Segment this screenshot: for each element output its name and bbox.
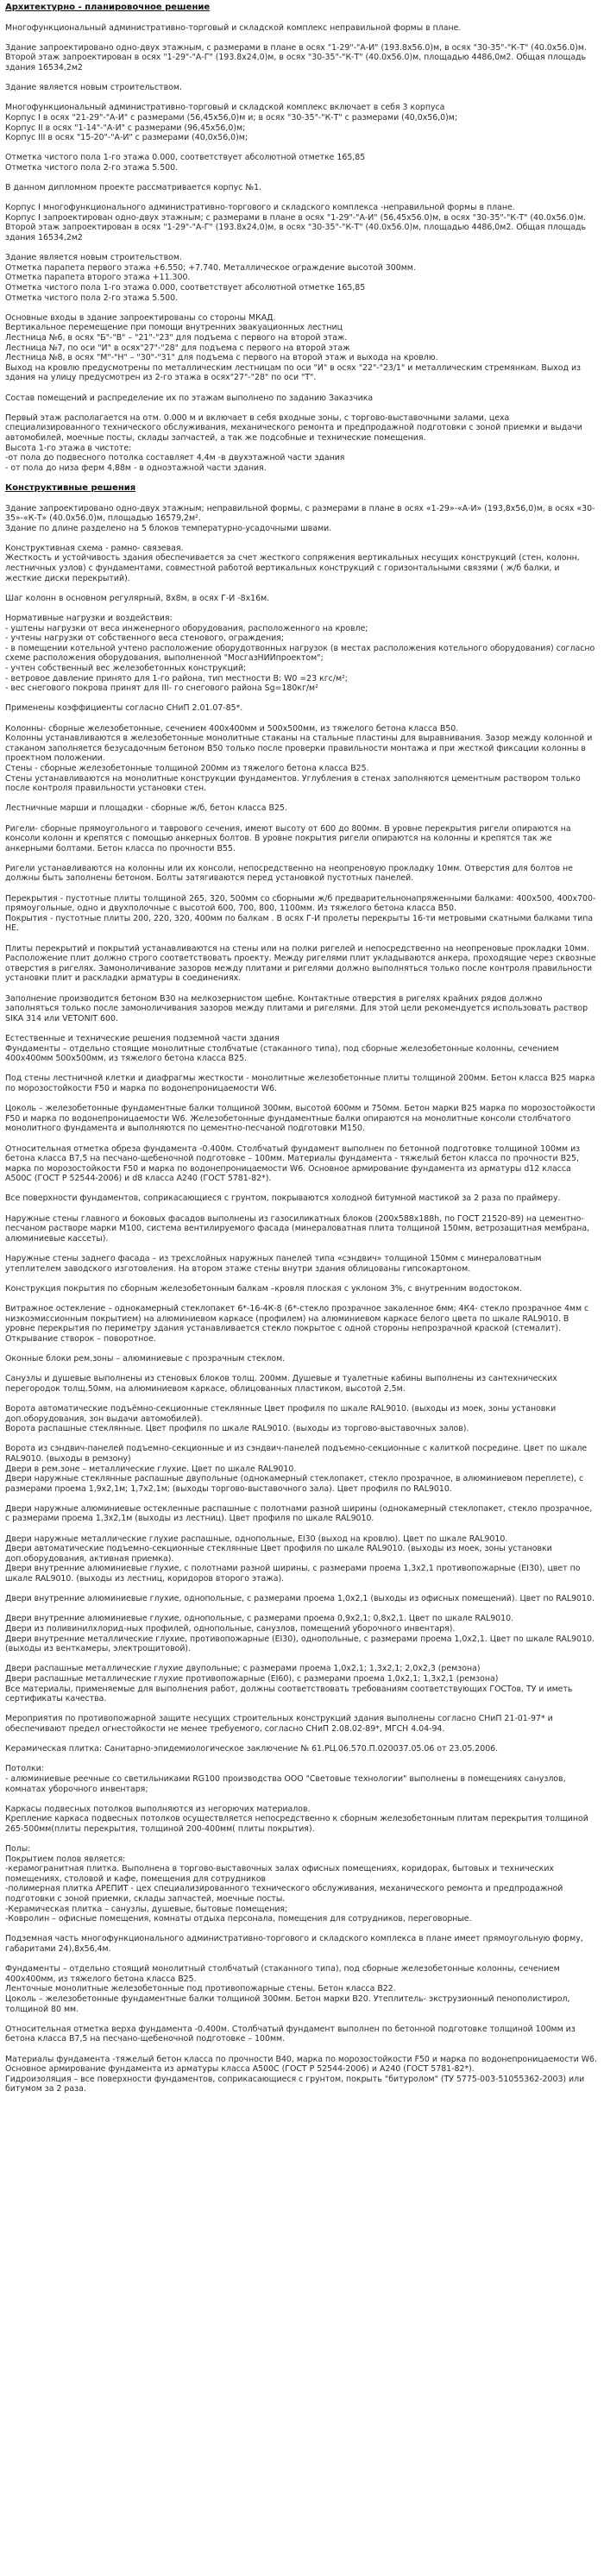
paragraph: Наружные стены заднего фасада – из трехслойных наружных панелей типа «сэндвич» толщиной 150мм с минераловатным утеплителем заводского изготовления. На втором этаже стены внутри здания облицованы гипсокартоном. — [5, 1254, 542, 1274]
paragraph: Конструктивная схема - рамно- связевая. Жесткость и устойчивость здания обеспечивается за счет жесткого сопряжения вертикальных несущих конструкций (стен, колонн, лестничных узлов) с фундаментами, совместной работой вертикальных конструкций с горизонтальными связями ( ж/б балки, и жесткие диски перекрытий). — [5, 543, 580, 583]
paragraph-spacer — [5, 73, 597, 84]
section-heading: Конструктивные решения — [5, 482, 136, 493]
paragraph-spacer — [5, 1704, 597, 1715]
paragraph-spacer — [5, 494, 597, 504]
paragraph-spacer — [5, 934, 597, 944]
paragraph: Основные входы в здание запроектированы со стороны МКАД. Вертикальное перемещение при помощи внутренних эвакуационных лестниц Лестница №6, в осях "Б"-"В" – "21"-"23" для подъема с первого на второй этаж. Лестница №7, по оси "И" в осях"27"-"28" для подъема с первого на второй этаж Лестница №8, в осях "М"-"Н" – "30"-"31" для подъема с первого на второй этаж и выхода на кровлю. Выход на кровлю предусмотрены по металлическим лестницам по оси "И" в осях "22"-"23/1" и металлическим стремянкам. Выход из здания на улицу предусмотрен из 2-го этажа в осях"27"-"28" по оси "Т". — [5, 312, 582, 383]
paragraph-spacer — [5, 1094, 597, 1105]
paragraph: Полы: Покрытием полов является: -керамогранитная плитка. Выполнена в торгово-выставочных залах офисных помещениях, коридорах, бытовых и технических помещениях, столовой и кафе, помещения для сотрудников -полимерная плитка АРЕПИТ - цех специализированного технического обслуживания, механического ремонта и предпродажной подготовки с зоной приемки, склады запчастей, моечные посты. -Керамическая плитка – санузлы, душевые, бытовые помещения; -Ковролин – офисные помещения, комнаты отдыха персонала, помещения для сотрудников, переговорные. — [5, 1844, 563, 1924]
paragraph: Оконные блоки рем.зоны – алюминиевые с прозрачным стеклом. — [5, 1353, 286, 1364]
paragraph-spacer — [5, 853, 597, 864]
paragraph-spacer — [5, 1794, 597, 1804]
paragraph: Материалы фундамента -тяжелый бетон класса по прочности В40, марка по морозостойкости F50 и марка по водонепроницаемости W6. Основное армирование фундамента из арматуры класса А500С (ГОСТ Р 52544-2006) и А240 (ГОСТ 5781-82*). Гидроизоляция – все поверхности фундаментов, соприкасающиеся с грунтом, покрыть "битуролом" (ТУ 5775-003-51055362-2003) или битумом за 2 раза. — [5, 2054, 597, 2094]
paragraph-spacer — [5, 1584, 597, 1595]
section-heading: Архитектурно - планировочное решение — [5, 3, 211, 12]
paragraph: Витражное остекление – однокамерный стеклопакет 6*-16-4К-8 (6*-стекло прозрачное закаленное 6мм; 4К4- стекло прозрачное 4мм с низкоэмиссионным покрытием) на алюминиевом каркасе (профилем) на алюминиевом каркасе белого цвета по шкале RAL9010. В уровне перекрытия по периметру здания устанавливается стекло покрытое с одной стороны непрозрачной краской (стемалит). Открывание створок – поворотное. — [5, 1304, 589, 1344]
paragraph-spacer — [5, 13, 597, 23]
paragraph-spacer — [5, 33, 597, 43]
paragraph: Ворота из сэндвич-панелей подъемно-секционные и из сэндвич-панелей подъемно-секционные с калиткой посредине. Цвет по шкале RAL9010. (выходы в ремзону) Двери в рем.зоне – металлические глухие. Цвет по шкале RAL9010. Двери наружные стеклянные распашные двупольные (однокамерный стеклопакет, стекло прозрачное, в алюминиевом переплете), с размерами проема 1,9х2,1м; 1,7х2,1м; (выходы торгово-выставочного зала). Цвет профиля по RAL9010. — [5, 1444, 588, 1494]
paragraph: Конструкция покрытия по сборным железобетонным балкам –кровля плоская с уклоном 3%, с внутренним водостоком. — [5, 1283, 522, 1294]
paragraph-spacer — [5, 1244, 597, 1254]
paragraph-spacer — [5, 884, 597, 894]
paragraph-spacer — [5, 1604, 597, 1615]
paragraph: Многофункциональный административно-торговый и складской комплекс включает в себя 3 корпуса Корпус I в осях "21-29"-"А-И" с размерами (56,45х56,0)м и; в осях "30-35"-"К-Т" с размерами (40,0х56,0)м; Корпус II в осях "1-14"-"А-И" с размерами (96,45х56,0)м; Корпус III в осях "15-20"-"А-И" с размерами (40,0х56,0)м; — [5, 103, 458, 143]
paragraph: Применены коэффициенты согласно СНиП 2.01.07-85*. — [5, 703, 243, 714]
paragraph: Первый этаж располагается на отм. 0.000 м и включает в себя входные зоны, с торгово-выставочными залами, цеха специализированного технического обслуживания, механического ремонта и предпродажной подготовки с зоной приемки и выдачи автомобилей, моечные посты, склады запчастей, а так же подсобные и технические помещения. Высота 1-го этажа в чистоте: -от пола до подвесного потолка составляет 4,4м -в двухэтажной части здания - от пола до низа ферм 4,88м - в одноэтажной части здания. — [5, 413, 582, 473]
paragraph-spacer — [5, 533, 597, 544]
paragraph: Здание запроектировано одно-двух этажным, с размерами в плане в осях "1-29"-"А-И" (193.8х56.0)м, в осях "30-35"-"К-Т" (40.0х56.0)м. Второй этаж запроектирован в осях "1-29"-"А-Г" (193.8х24,0)м, в осях "30-35"-"К-Т" (40.0х56.0)м, площадью 4486,0м2. Общая площадь здания 16534,2м2 — [5, 42, 587, 72]
paragraph: Все поверхности фундаментов, соприкасающиеся с грунтом, покрываются холодной битумной мастикой за 2 раза по праймеру. — [5, 1194, 561, 1204]
paragraph: В данном дипломном проекте рассматривается корпус №1. — [5, 183, 262, 193]
paragraph-spacer — [5, 143, 597, 154]
paragraph: Здание является новым строительством. — [5, 83, 182, 93]
paragraph-spacer — [5, 1834, 597, 1844]
paragraph: Лестничные марши и площадки - сборные ж/б, бетон класса В25. — [5, 803, 287, 814]
paragraph: Состав помещений и распределение их по этажам выполнено по заданию Заказчика — [5, 393, 374, 403]
paragraph-spacer — [5, 1204, 597, 1214]
paragraph-spacer — [5, 193, 597, 204]
paragraph-spacer — [5, 794, 597, 804]
paragraph-spacer — [5, 383, 597, 394]
paragraph-spacer — [5, 2014, 597, 2025]
paragraph: Потолки: - алюминиевые реечные со светильниками RG100 производства ООО "Световые технологии" выполнены в помещениях санузлов, комнатах уборочного инвентаря; — [5, 1764, 566, 1794]
paragraph: Санузлы и душевые выполнены из стеновых блоков толщ. 200мм. Душевые и туалетные кабины выполнены из сантехнических перегородок толщ.50мм, на алюминиевом каркасе, облицованных пластиком, высотой 2,5м. — [5, 1374, 557, 1394]
paragraph-spacer — [5, 583, 597, 594]
paragraph: Корпус I многофункционального административно-торгового и складского комплекса -неправильной формы в плане. Корпус I запроектирован одно-двух этажным; с размерами в плане в осях "1-29"-"А-И" (56,45х56.0)м, в осях "30-35"-"К-Т" (40.0х56.0)м. Второй этаж запроектирован в осях "1-29"-"А-Г" (193.8х24,0)м, в осях "30-35"-"К-Т" (40.0х56.0)м, площадью 4486,0м2. Общая площадь здания 16534,2м2 — [5, 203, 587, 243]
paragraph-spacer — [5, 1364, 597, 1375]
paragraph: Относительная отметка верха фундамента -0.400м. Столбчатый фундамент выполнен по бетонной подготовке толщиной 100мм из бетона класса В7,5 на песчано-щебеночной подготовке – 100мм. — [5, 2024, 576, 2044]
paragraph: Каркасы подвесных потолков выполняются из негорючих материалов. Крепление каркаса подвесных потолков осуществляется непосредственно к сборным железобетонным плитам перекрытия толщиной 265-500мм(плиты перекрытия, толщиной 200-400мм( плиты покрытия). — [5, 1804, 588, 1834]
paragraph: Шаг колонн в основном регулярный, 8х8м, в осях Г-И -8х16м. — [5, 593, 270, 603]
paragraph-spacer — [5, 403, 597, 413]
paragraph-spacer — [5, 303, 597, 313]
paragraph: Здание запроектировано одно-двух этажным; неправильной формы, с размерами в плане в осях «1-29»-«А-И» (193,8х56,0)м, в осях «30-35»-«К-Т» (40.0х56.0)м, площадью 16579,2м². Здание по длине разделено на 5 блоков температурно-усадочными швами. — [5, 503, 595, 533]
paragraph: Ригели- сборные прямоугольного и таврового сечения, имеют высоту от 600 до 800мм. В уровне перекрытия ригели опираются на консоли колонн и крепятся с помощью анкерных болтов. В уровне покрытия ригели опираются на колонны и крепятся так же анкерными болтами. Бетон класса по прочности В55. — [5, 823, 571, 853]
paragraph-spacer — [5, 603, 597, 614]
paragraph: Двери внутренние алюминиевые глухие, однопольные, с размерами проема 0,9х2,1; 0,8х2,1. Цвет по шкале RAL9010. Двери из поливинилхлорид-ных профилей, однопольные, санузлов, помещений уборочного инвентаря). Двери внутренние металлические глухие, противопожарные (EI30), однопольные, с размерами проема 1,0х2,1. Цвет по шкале RAL9010. (выходы из венткамеры, электрощитовой). — [5, 1614, 595, 1654]
paragraph: Наружные стены главного и боковых фасадов выполнены из газосиликатных блоков (200х588х188h, по ГОСТ 21520-89) на цементно-песчаном растворе марки М100, система вентилируемого фасада (минераловатная плита толщиной 150мм, ветрозащитная мембрана, алюминиевые кассеты). — [5, 1213, 590, 1244]
paragraph: Фундаменты – отдельно стоящий монолитный столбчатый (стаканного типа), под сборные железобетонные колонны, сечением 400х400мм, из тяжелого бетона класса В25. Ленточные монолитные железобетонные под противопожарные стены. Бетон класса В22. Цоколь – железобетонные фундаментные балки толщиной 300мм. Бетон марки В20. Утеплитель- экструзионный пенополистирол, толщиной 80 мм. — [5, 1964, 570, 2014]
paragraph-spacer — [5, 1955, 597, 1965]
paragraph: Подземная часть многофункционального административно-торгового и складского комплекса в плане имеет прямоугольную форму, габаритами 24),8х56,4м. — [5, 1934, 583, 1954]
paragraph-spacer — [5, 694, 597, 704]
paragraph-spacer — [5, 1524, 597, 1534]
paragraph-spacer — [5, 984, 597, 994]
paragraph: Ригели устанавливаются на колонны или их консоли, непосредственно на неопреновую прокладку 10мм. Отверстия для болтов не должны быть заполнены бетоном. Болты затягиваются перед установкой пустотных панелей. — [5, 863, 573, 884]
paragraph: Здание является новым строительством. Отметка парапета первого этажа +6.550; +7.740. Металлическое ограждение высотой 300мм. Отметка парапета второго этажа +11.300. Отметка чистого пола 1-го этажа 0.000, соответствует абсолютной отметке 165,85 Отметка чистого пола 2-го этажа 5.500. — [5, 253, 416, 303]
paragraph: Естественные и технические решения подземной части здания Фундаменты – отдельно стоящие монолитные столбчатые (стаканного типа), под сборные железобетонные колонны, сечением 400х400мм 500х500мм, из тяжелого бетона класса В25. — [5, 1033, 559, 1064]
paragraph-spacer — [5, 173, 597, 184]
paragraph-spacer — [5, 93, 597, 104]
paragraph: Двери наружные металлические глухие распашные, однопольные, EI30 (выход на кровлю). Цвет по шкале RAL9010. Двери автоматические подъемно-секционные стеклянные Цвет профиля по шкале RAL9010. (выходы из моек, зоны установки доп.оборудования, активная приемка). Двери внутренние алюминиевые глухие, с полотнами разной ширины, с размерами проема 1,3х2,1 противопожарные (EI30), цвет по шкале RAL9010. (выходы из лестниц, коридоров второго этажа). — [5, 1534, 581, 1584]
paragraph: Относительная отметка обреза фундамента -0.400м. Столбчатый фундамент выполнен по бетонной подготовке толщиной 100мм из бетона класса В7,5 на песчано-щебеночной подготовке – 100мм. Материалы фундамента - тяжелый бетон класса по прочности В25, марка по морозостойкости F50 и марка по водонепроницаемости W6. Основное армирование фундамента из арматуры d12 класса А500С (ГОСТ Р 52544-2006) и d8 класса А240 (ГОСТ 5781-82*). — [5, 1143, 581, 1184]
paragraph: Керамическая плитка: Санитарно-эпидемиологическое заключение № 61.РЦ.06.570.П.020037.05.06 от 23.05.2006. — [5, 1744, 499, 1754]
paragraph: Отметка чистого пола 1-го этажа 0.000, соответствует абсолютной отметке 165,85 Отметка чистого пола 2-го этажа 5.500. — [5, 153, 366, 173]
paragraph: Двери распашные металлические глухие двупольные; с размерами проема 1,0х2,1; 1,3х2,1; 2,0х2,3 (ремзона) Двери распашные металлические глухие противопожарные (EI60), с размерами проема 1,0х2,1; 1,3х2,1 (ремзона) Все материалы, применяемые для выполнения работ, должны соответствовать требованиям соответствующих ГОСТов, ТУ и иметь сертификаты качества. — [5, 1664, 573, 1704]
paragraph-spacer — [5, 814, 597, 824]
paragraph: Многофункциональный административно-торговый и складской комплекс неправильной формы в плане. — [5, 22, 462, 33]
paragraph: Двери внутренние алюминиевые глухие, однопольные, с размерами проема 1,0х2,1 (выходы из офисных помещений). Цвет по RAL9010. — [5, 1594, 595, 1604]
paragraph: Плиты перекрытий и покрытий устанавливаются на стены или на полки ригелей и непосредственно на неопреновые прокладки 10мм. Расположение плит должно строго соответствовать проекту. Между ригелями плит укладываются анкера, проходящие через сквозные отверстия в ригелях. Замоноличивание зазоров между плитами и ригелями должно выполняться только после контроля правильности установки плит и раскладки арматуры в соединениях. — [5, 943, 596, 984]
paragraph-spacer — [5, 2044, 597, 2055]
paragraph-spacer — [5, 1294, 597, 1304]
paragraph: Двери наружные алюминиевые остекленные распашные с полотнами разной ширины (однокамерный стеклопакет, стекло прозрачное, с размерами проема 1,3х2,1м (выходы из лестниц). Цвет профиля по шкале RAL9010. — [5, 1503, 593, 1524]
paragraph: Заполнение производится бетоном В30 на мелкозернистом щебне. Контактные отверстия в ригелях крайних рядов должно заполняться только после замоноличивания зазоров между плитами и ригелями. Для этой цели рекомендуется использовать раствор SIKA 314 или VETONIT 600. — [5, 993, 588, 1023]
paragraph-spacer — [5, 1023, 597, 1034]
paragraph-spacer — [5, 1064, 597, 1074]
paragraph: Мероприятия по противопожарной защите несущих строительных конструкций здания выполнены согласно СНиП 21-01-97* и обеспечивают предел огнестойкости не менее требуемого, согласно СНиП 2.08.02-89*, МГСН 4.04-94. — [5, 1714, 553, 1734]
paragraph-spacer — [5, 1654, 597, 1665]
paragraph-spacer — [5, 1494, 597, 1504]
paragraph-spacer — [5, 1434, 597, 1445]
paragraph-spacer — [5, 1184, 597, 1194]
paragraph-spacer — [5, 714, 597, 724]
paragraph-spacer — [5, 1924, 597, 1935]
paragraph-spacer — [5, 1274, 597, 1284]
paragraph: Под стены лестничной клетки и диафрагмы жесткости - монолитные железобетонные плиты толщиной 200мм. Бетон класса В25 марка по морозостойкости F50 и марка по водонепроницаемости W6. — [5, 1074, 595, 1093]
paragraph: Нормативные нагрузки и воздействия: - уштены нагрузки от веса инженерного оборудования, расположенного на кровле; - учтены нагрузки от собственного веса стенового, ограждения; - в помещении котельной учтено расположение оборудотвонных нагрузок (в местах расположения котельного оборудования) согласно схеме расположения оборудования, выполненной "МосгазНИИпроектом"; - учтен собственный вес железобетонных конструкций; - ветровое давление принято для 1-го района, тип местности В: W0 =23 кгс/м²; - вес снегового покрова принят для III- го снегового района Sg=180кг/м² — [5, 614, 595, 694]
paragraph-spacer — [5, 1754, 597, 1765]
paragraph-spacer — [5, 1134, 597, 1144]
paragraph-spacer — [5, 1394, 597, 1404]
paragraph-spacer — [5, 243, 597, 254]
paragraph: Цоколь – железобетонные фундаментные балки толщиной 300мм, высотой 600мм и 750мм. Бетон марки В25 марка по морозостойкости F50 и марка по водонепроницаемости W6. Железобетонные фундаментные балки опираются на монолитные консоли столбчатого монолитного фундамента и выполняются по цементно-песчаной подготовки М150. — [5, 1104, 595, 1134]
paragraph: Колонны- сборные железобетонные, сечением 400х400мм и 500х500мм, из тяжелого бетона класса В50. Колонны устанавливаются в железобетонные монолитные стаканы на стальные пластины для выравнивания. Зазор между колонной и стаканом заполняется безусадочным бетоном В50 только после проверки правильности монтажа и при жесткой фиксации колонны в проектном положении. Стены - сборные железобетонные толщиной 200мм из тяжелого бетона класса В25. Стены устанавливаются на монолитные конструкции фундаментов. Углубления в стенах заполняются цементным раствором только после контроля правильности установки стен. — [5, 723, 593, 794]
paragraph-spacer — [5, 1735, 597, 1745]
section-spacer — [5, 473, 597, 483]
paragraph: Перекрытия - пустотные плиты толщиной 265, 320, 500мм со сборными ж/б предварительнонапряженными балками: 400х500, 400х700-прямоугольные, одно и двухполочные с высотой 600, 700, 800, 1100мм. Из тяжелого бетона класса В50. Покрытия - пустотные плиты 200, 220, 320, 400мм по балкам . В осях Г-И пролеты перекрыты 16-ти метровыми скатными балками типа НЕ. — [5, 893, 596, 934]
paragraph-spacer — [5, 1344, 597, 1354]
paragraph: Ворота автоматические подъёмно-секционные стеклянные Цвет профиля по шкале RAL9010. (выходы из моек, зоны установки доп.оборудования, зон выдачи автомобилей). Ворота распашные стеклянные. Цвет профиля по шкале RAL9010. (выходы из торгово-выставочных залов). — [5, 1403, 557, 1434]
